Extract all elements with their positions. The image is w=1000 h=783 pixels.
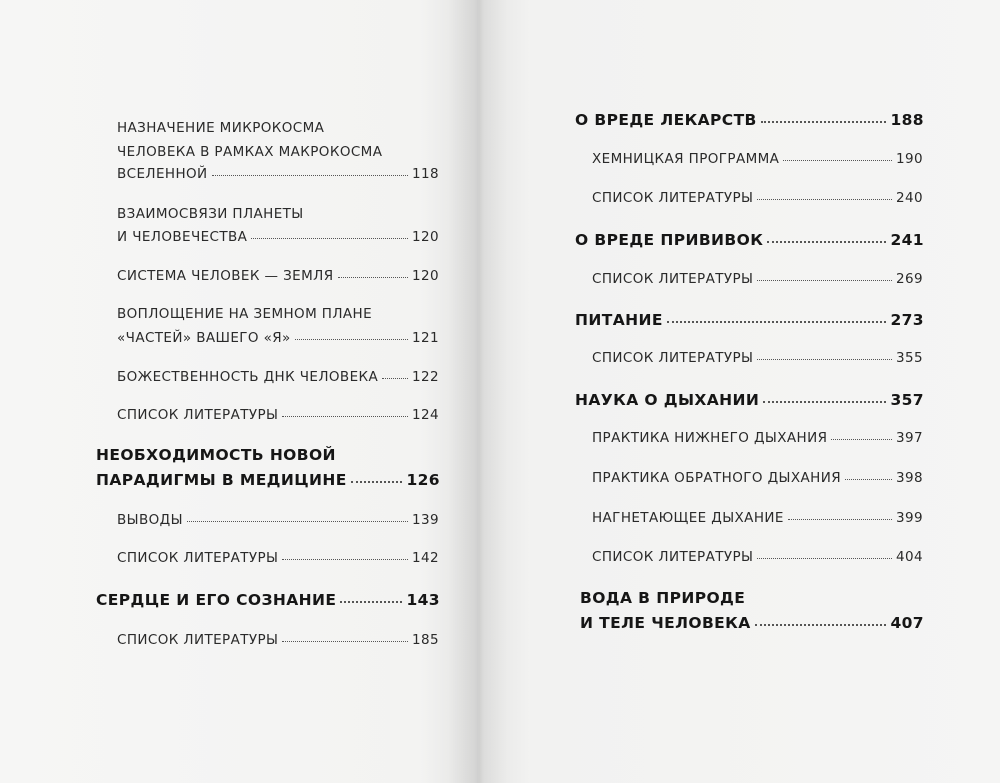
toc-entry[interactable]	[592, 190, 923, 206]
toc-page-number: 122	[412, 369, 439, 385]
toc-page-number: 241	[890, 231, 924, 249]
dot-leader	[340, 600, 402, 603]
toc-entry-title: «ЧАСТЕЙ» ВАШЕГО «Я»	[117, 330, 291, 346]
toc-entry[interactable]	[592, 549, 923, 565]
dot-leader	[338, 276, 409, 278]
dot-leader	[282, 640, 408, 642]
toc-page-number: 404	[896, 549, 923, 565]
dot-leader	[351, 480, 403, 483]
toc-entry[interactable]	[592, 510, 923, 526]
toc-page-number: 273	[890, 311, 924, 329]
toc-chapter[interactable]	[96, 471, 440, 489]
dot-leader	[382, 377, 408, 379]
toc-entry[interactable]	[117, 632, 439, 648]
toc-chapter[interactable]	[575, 391, 924, 409]
toc-entry[interactable]	[117, 330, 439, 346]
toc-page-number: 407	[890, 614, 924, 632]
toc-page-number: 397	[896, 430, 923, 446]
toc-entry-title: СПИСОК ЛИТЕРАТУРЫ	[117, 407, 279, 423]
dot-leader	[667, 320, 887, 323]
toc-entry-title: СПИСОК ЛИТЕРАТУРЫ	[592, 271, 754, 287]
dot-leader	[763, 400, 886, 403]
dot-leader	[757, 557, 892, 559]
dot-leader	[767, 240, 886, 243]
toc-entry[interactable]	[592, 470, 923, 486]
toc-page-number: 398	[896, 470, 923, 486]
dot-leader	[783, 159, 892, 161]
dot-leader	[757, 358, 892, 360]
toc-page-number: 120	[412, 229, 439, 245]
toc-page-number: 190	[896, 151, 923, 167]
toc-entry-line: НАЗНАЧЕНИЕ МИКРОКОСМА	[117, 120, 325, 136]
toc-entry-title: СПИСОК ЛИТЕРАТУРЫ	[592, 190, 754, 206]
toc-entry[interactable]	[592, 430, 923, 446]
toc-page-number: 124	[412, 407, 439, 423]
toc-entry-title: ВЫВОДЫ	[117, 512, 183, 528]
toc-page-number: 143	[406, 591, 440, 609]
dot-leader	[757, 198, 892, 200]
dot-leader	[831, 438, 892, 440]
toc-entry-title: СПИСОК ЛИТЕРАТУРЫ	[117, 632, 279, 648]
toc-chapter[interactable]	[575, 311, 924, 329]
toc-page-number: 269	[896, 271, 923, 287]
toc-entry-line: ВОПЛОЩЕНИЕ НА ЗЕМНОМ ПЛАНЕ	[117, 306, 373, 322]
dot-leader	[757, 279, 892, 281]
dot-leader	[788, 518, 892, 520]
toc-entry-title: ХЕМНИЦКАЯ ПРОГРАММА	[592, 151, 780, 167]
toc-chapter-title: ПИТАНИЕ	[575, 311, 663, 329]
dot-leader	[212, 174, 409, 176]
toc-entry[interactable]	[117, 550, 439, 566]
toc-chapter-title: О ВРЕДЕ ЛЕКАРСТВ	[575, 111, 757, 129]
toc-page-number: 118	[412, 166, 439, 182]
left-page	[0, 0, 478, 783]
toc-entry[interactable]	[117, 268, 439, 284]
toc-entry[interactable]	[117, 512, 439, 528]
toc-page-number: 142	[412, 550, 439, 566]
toc-entry-title: ВСЕЛЕННОЙ	[117, 166, 208, 182]
toc-chapter-title: ПАРАДИГМЫ В МЕДИЦИНЕ	[96, 471, 347, 489]
toc-chapter-title: НАУКА О ДЫХАНИИ	[575, 391, 760, 409]
toc-entry[interactable]	[592, 151, 923, 167]
dot-leader	[295, 338, 408, 340]
toc-chapter[interactable]	[96, 591, 440, 609]
toc-entry[interactable]	[592, 271, 923, 287]
toc-page-number: 139	[412, 512, 439, 528]
dot-leader	[755, 623, 887, 626]
toc-entry[interactable]	[592, 350, 923, 366]
toc-entry-title: И ЧЕЛОВЕЧЕСТВА	[117, 229, 248, 245]
toc-page-number: 185	[412, 632, 439, 648]
toc-entry-title: СПИСОК ЛИТЕРАТУРЫ	[117, 550, 279, 566]
dot-leader	[761, 120, 887, 123]
toc-chapter-line: НЕОБХОДИМОСТЬ НОВОЙ	[96, 446, 336, 464]
toc-chapter-title: СЕРДЦЕ И ЕГО СОЗНАНИЕ	[96, 591, 337, 609]
toc-page-number: 399	[896, 510, 923, 526]
toc-entry-line: ЧЕЛОВЕКА В РАМКАХ МАКРОКОСМА	[117, 144, 383, 160]
toc-chapter[interactable]	[575, 111, 924, 129]
dot-leader	[282, 558, 408, 560]
toc-page-number: 121	[412, 330, 439, 346]
toc-page-number: 355	[896, 350, 923, 366]
toc-chapter-line: ВОДА В ПРИРОДЕ	[580, 589, 746, 607]
toc-chapter[interactable]	[575, 231, 924, 249]
dot-leader	[187, 520, 408, 522]
toc-entry-title: ПРАКТИКА ОБРАТНОГО ДЫХАНИЯ	[592, 470, 841, 486]
toc-entry-title: БОЖЕСТВЕННОСТЬ ДНК ЧЕЛОВЕКА	[117, 369, 379, 385]
toc-entry-line: ВЗАИМОСВЯЗИ ПЛАНЕТЫ	[117, 206, 304, 222]
toc-entry-title: НАГНЕТАЮЩЕЕ ДЫХАНИЕ	[592, 510, 784, 526]
toc-chapter-title: И ТЕЛЕ ЧЕЛОВЕКА	[580, 614, 751, 632]
toc-page-number: 126	[406, 471, 440, 489]
toc-entry[interactable]	[117, 166, 439, 182]
toc-entry[interactable]	[117, 369, 439, 385]
toc-entry[interactable]	[117, 407, 439, 423]
toc-page-number: 188	[890, 111, 924, 129]
toc-entry-title: ПРАКТИКА НИЖНЕГО ДЫХАНИЯ	[592, 430, 828, 446]
toc-entry-title: СИСТЕМА ЧЕЛОВЕК — ЗЕМЛЯ	[117, 268, 334, 284]
toc-entry-title: СПИСОК ЛИТЕРАТУРЫ	[592, 350, 754, 366]
toc-chapter[interactable]	[580, 614, 924, 632]
toc-entry[interactable]	[117, 229, 439, 245]
toc-entry-title: СПИСОК ЛИТЕРАТУРЫ	[592, 549, 754, 565]
toc-chapter-title: О ВРЕДЕ ПРИВИВОК	[575, 231, 764, 249]
dot-leader	[845, 478, 892, 480]
toc-page-number: 357	[890, 391, 924, 409]
toc-page-number: 240	[896, 190, 923, 206]
dot-leader	[282, 415, 408, 417]
dot-leader	[251, 237, 408, 239]
book-gutter	[448, 0, 508, 783]
toc-page-number: 120	[412, 268, 439, 284]
